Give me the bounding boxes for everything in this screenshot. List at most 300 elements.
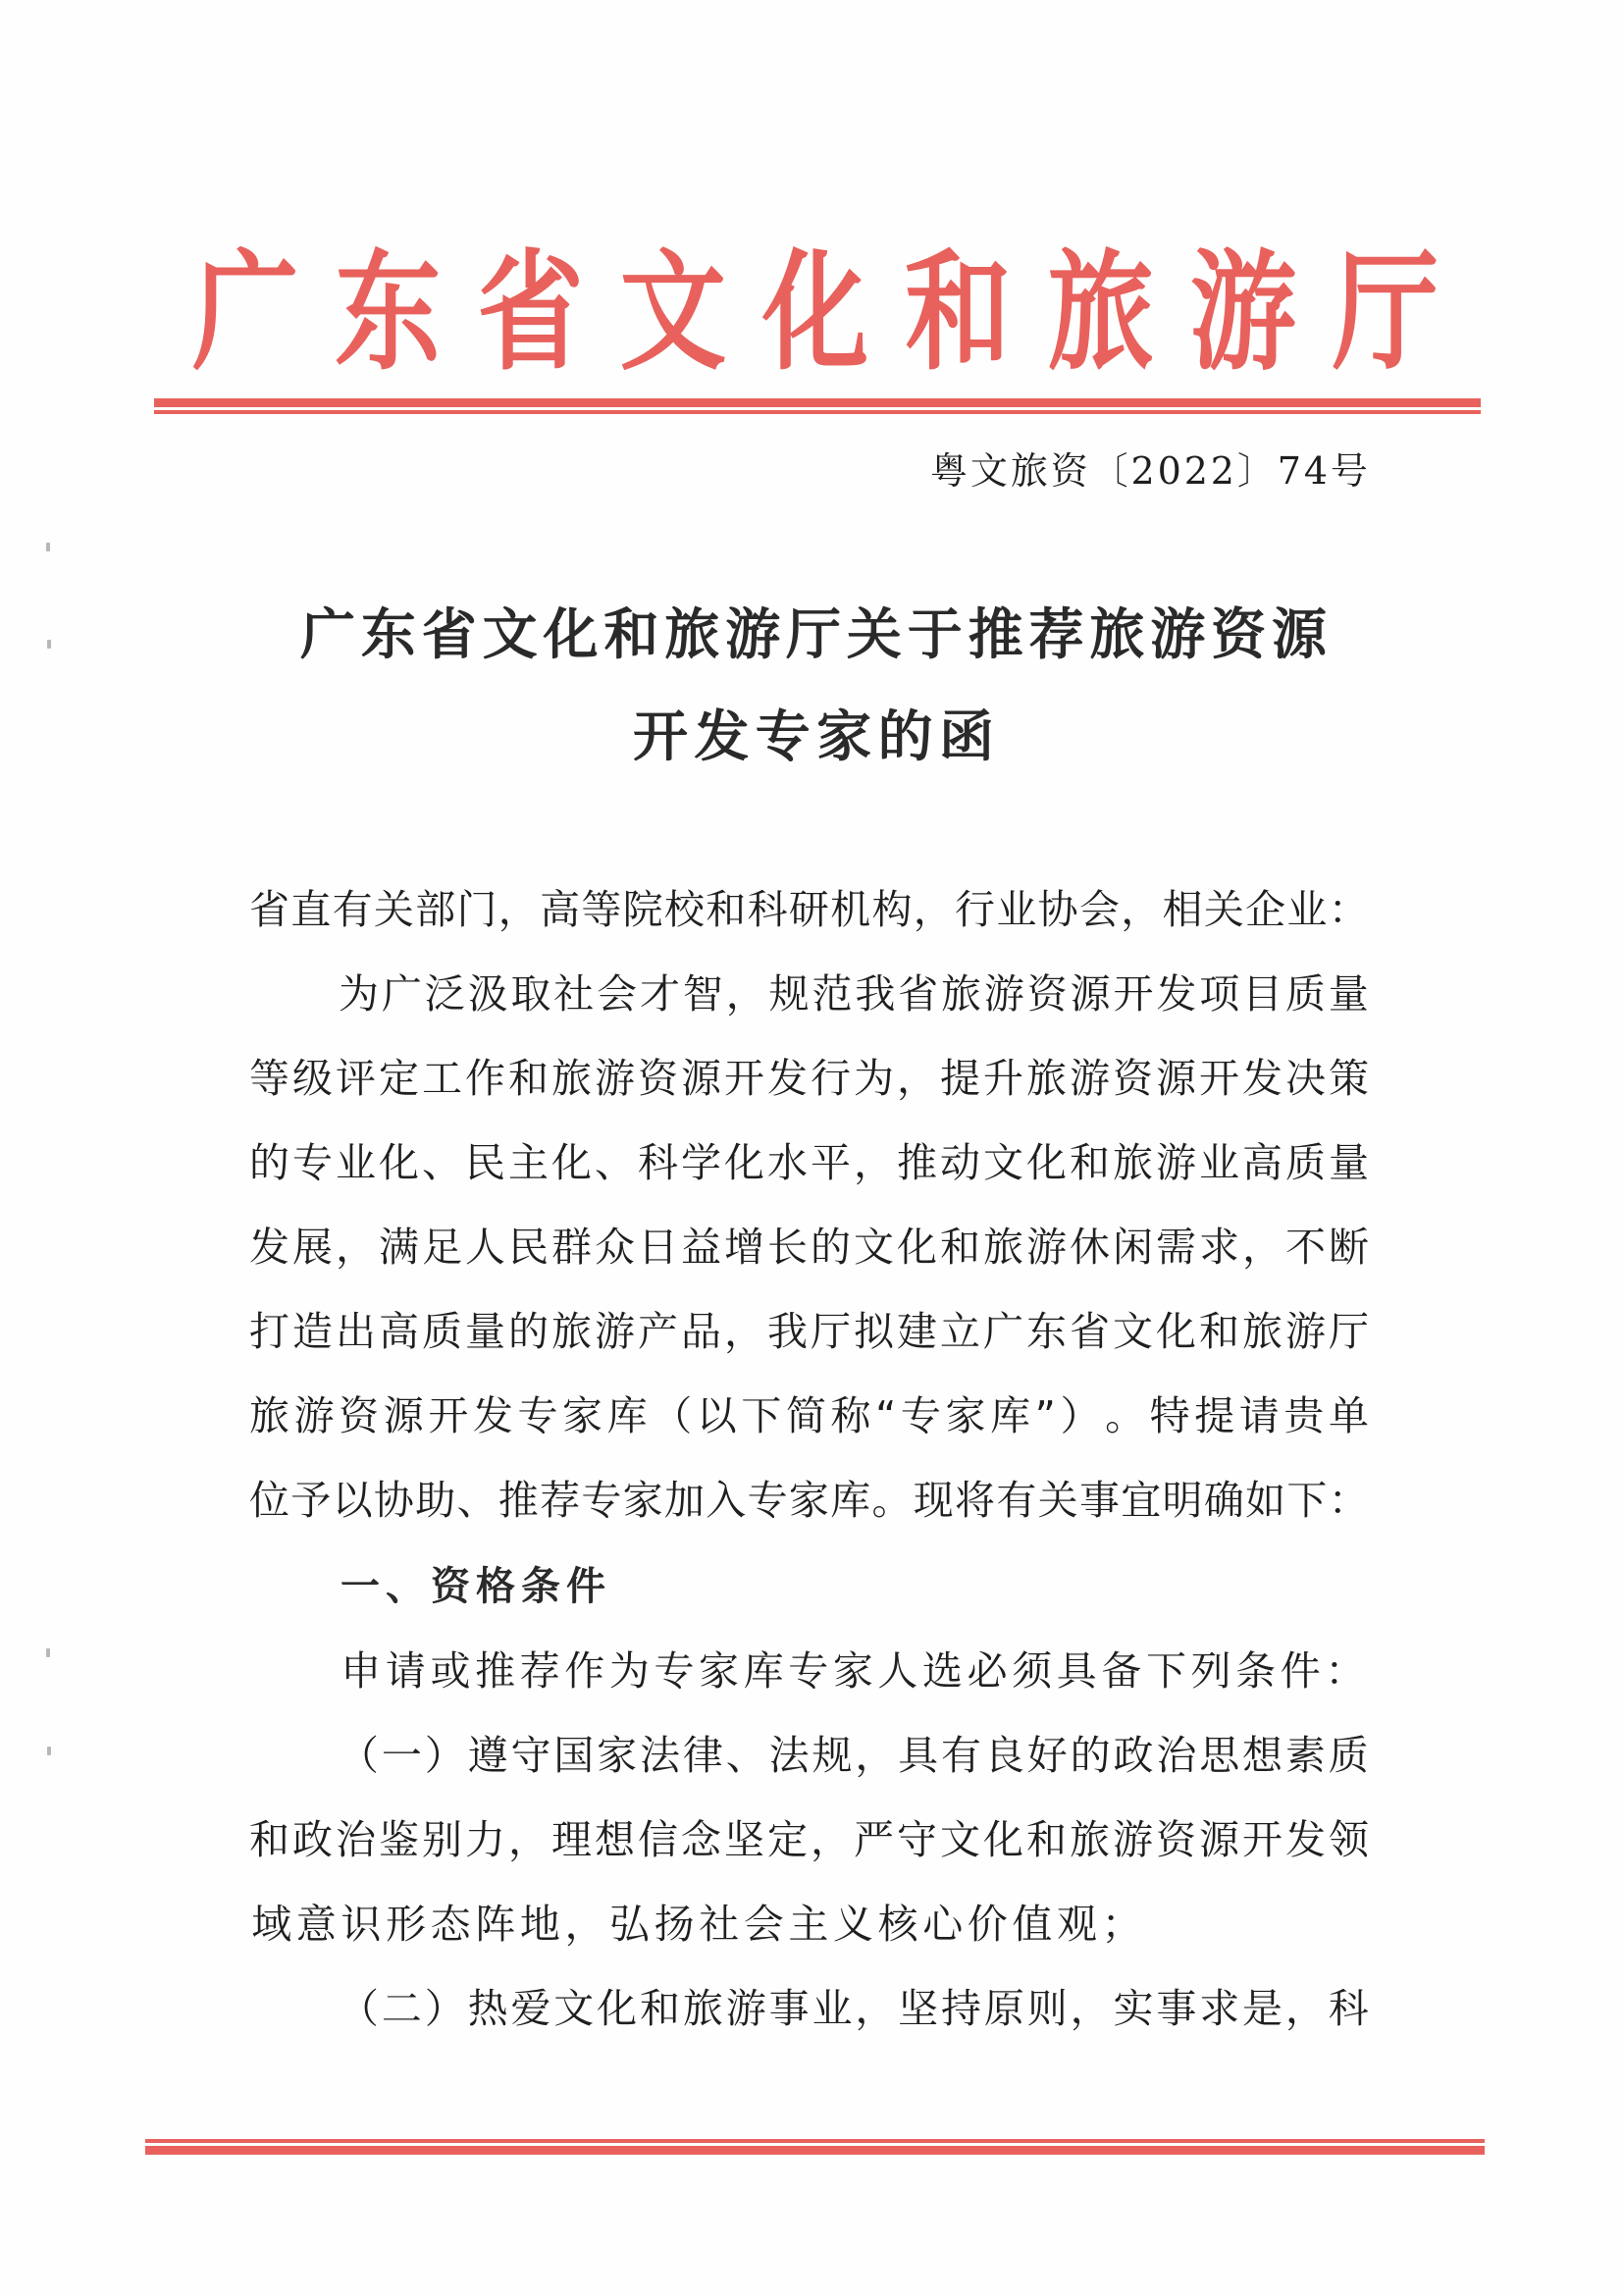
section-char: 态 (430, 1901, 471, 1948)
body-char: 专 (581, 1477, 622, 1524)
section-char: 想 (1242, 1732, 1283, 1779)
salutation-char: 部 (415, 886, 456, 933)
body-char: 升 (983, 1055, 1023, 1102)
body-char: 质 (1284, 970, 1326, 1018)
salutation-char: 等 (581, 886, 622, 933)
section-char: 治 (336, 1816, 376, 1863)
body-char: 量 (1328, 970, 1369, 1018)
docno-char: 7 (1277, 449, 1301, 493)
section-char: 专 (788, 1647, 829, 1695)
section-char: 求 (1199, 1985, 1240, 2032)
salutation-char: 院 (622, 886, 663, 933)
body-char: 特 (1149, 1392, 1190, 1439)
body-char: 量 (465, 1308, 505, 1355)
section-line (249, 1899, 1369, 1950)
body-char: 关 (1037, 1477, 1078, 1524)
body-char: 游 (1285, 1308, 1326, 1355)
body-char: 源 (383, 1392, 424, 1439)
body-char: 为 (339, 970, 379, 1018)
body-char: 旅 (1242, 1308, 1283, 1355)
salutation-char: 关 (1203, 886, 1244, 933)
body-char: 出 (336, 1308, 376, 1355)
body-char: 化 (379, 1139, 419, 1186)
section-char: 爱 (510, 1985, 551, 2032)
salutation-char: ： (1328, 886, 1369, 933)
section-char: 须 (1012, 1647, 1053, 1695)
section-char: 力 (465, 1816, 505, 1863)
section-char: 热 (467, 1985, 508, 2032)
body-line (249, 1475, 1369, 1526)
section-char: 申 (340, 1647, 382, 1695)
body-char: 如 (1245, 1477, 1286, 1524)
salutation-char: 机 (830, 886, 871, 933)
title-char: 厅 (786, 602, 841, 667)
document-number (930, 446, 1368, 496)
section-char: 观 (1056, 1901, 1097, 1948)
section-char: 念 (681, 1816, 721, 1863)
body-char: 拟 (854, 1308, 894, 1355)
section-char: 和 (1026, 1816, 1067, 1863)
body-char: 化 (1156, 1308, 1196, 1355)
section-char: 发 (1285, 1816, 1326, 1863)
body-char: ， (725, 970, 766, 1018)
section-char: 国 (553, 1732, 595, 1779)
body-char: 增 (724, 1224, 764, 1271)
section-char: ， (564, 1901, 605, 1948)
body-char: 评 (336, 1055, 376, 1102)
section-char: 质 (1328, 1732, 1369, 1779)
section-char: 社 (699, 1901, 740, 1948)
salutation-char: 协 (1037, 886, 1078, 933)
docno-char: 2 (1183, 449, 1208, 493)
title-char: 推 (968, 602, 1023, 667)
section-char: 律 (682, 1732, 723, 1779)
salutation-char: 构 (871, 886, 913, 933)
section-char: 荐 (519, 1647, 560, 1695)
body-char: 我 (855, 970, 896, 1018)
body-char: 省 (1070, 1308, 1110, 1355)
body-char: 予 (290, 1477, 332, 1524)
section-line (339, 1645, 1369, 1696)
section-char: 条 (1235, 1647, 1277, 1695)
body-char: 简 (785, 1392, 826, 1439)
section-char: 值 (1012, 1901, 1053, 1948)
section-char: 文 (940, 1816, 980, 1863)
section-line (249, 1814, 1369, 1865)
section-char: 扬 (654, 1901, 695, 1948)
docno-char: 4 (1303, 449, 1329, 493)
body-char: 质 (1285, 1139, 1326, 1186)
body-char: 文 (983, 1139, 1023, 1186)
section-char: 人 (877, 1647, 918, 1695)
salutation-char: 企 (1245, 886, 1286, 933)
body-char: 下 (741, 1392, 782, 1439)
body-char: 文 (854, 1224, 894, 1271)
body-char: 发 (249, 1224, 289, 1271)
body-char: ） (1060, 1392, 1101, 1439)
body-char: 源 (1070, 970, 1111, 1018)
section-char: 、 (725, 1732, 766, 1779)
masthead-char: 游 (1189, 236, 1296, 389)
docno-char: 2 (1130, 449, 1155, 493)
body-char: 、 (456, 1477, 497, 1524)
body-char: 项 (1199, 970, 1240, 1018)
body-char: 质 (422, 1308, 462, 1355)
section-char: 选 (922, 1647, 964, 1695)
body-char: 家 (562, 1392, 603, 1439)
body-char: ， (854, 1139, 894, 1186)
title-char: 专 (755, 704, 811, 769)
title-char: 旅 (1089, 602, 1145, 667)
document-title-line-2 (633, 704, 994, 769)
body-char: 打 (249, 1308, 289, 1355)
body-char: 策 (1329, 1055, 1369, 1102)
section-char: 事 (768, 1985, 810, 2032)
section-char: 法 (640, 1732, 681, 1779)
section-char: 化 (983, 1816, 1023, 1863)
section-char: ， (508, 1816, 549, 1863)
body-line (249, 1222, 1369, 1273)
section-char: 价 (967, 1901, 1008, 1948)
section-char: 二 (381, 1985, 422, 2032)
section-char: 法 (768, 1732, 810, 1779)
body-char: 众 (595, 1224, 635, 1271)
body-char: 资 (1026, 970, 1068, 1018)
body-char: 荐 (540, 1477, 581, 1524)
body-char: 高 (379, 1308, 419, 1355)
heading-char: 资 (431, 1564, 470, 1609)
salutation-char: 关 (373, 886, 414, 933)
body-char: 事 (1078, 1477, 1120, 1524)
body-char: 群 (551, 1224, 592, 1271)
section-char: 心 (922, 1901, 964, 1948)
section-char: 形 (386, 1901, 427, 1948)
docno-char: 2 (1210, 449, 1234, 493)
section-char: 备 (1101, 1647, 1142, 1695)
salutation-char: ， (1121, 886, 1162, 933)
body-char: 开 (1199, 1055, 1239, 1102)
body-char: 推 (497, 1477, 539, 1524)
body-char: 不 (1285, 1224, 1326, 1271)
section-char: 和 (640, 1985, 681, 2032)
document-title-line-1 (300, 602, 1327, 667)
letterhead-rule-thick (154, 398, 1481, 407)
salutation-char: 有 (332, 886, 373, 933)
section-char: 规 (812, 1732, 853, 1779)
masthead-char: 化 (761, 236, 869, 389)
body-char: 源 (1156, 1055, 1196, 1102)
body-char: 以 (332, 1477, 373, 1524)
section-char: 游 (1113, 1816, 1153, 1863)
section-char: 旅 (1070, 1816, 1110, 1863)
masthead-char: 广 (192, 236, 299, 389)
body-char: 等 (249, 1055, 289, 1102)
section-char: 列 (1190, 1647, 1231, 1695)
body-char: 汲 (467, 970, 508, 1018)
body-char: 贵 (1283, 1392, 1325, 1439)
body-char: 以 (696, 1392, 737, 1439)
body-char: 和 (1070, 1139, 1110, 1186)
title-char: 于 (907, 602, 963, 667)
letterhead-rule-thin (154, 410, 1481, 414)
docno-char: 资 (1050, 449, 1088, 493)
heading-char: 、 (386, 1564, 425, 1609)
body-char: 发 (472, 1392, 513, 1439)
body-char: 行 (811, 1055, 851, 1102)
body-char: 的 (249, 1139, 289, 1186)
section-char: 鉴 (379, 1816, 419, 1863)
body-char: 平 (811, 1139, 851, 1186)
section-char: 为 (608, 1647, 650, 1695)
title-char: 关 (846, 602, 902, 667)
section-char: ， (811, 1816, 851, 1863)
body-char: 工 (422, 1055, 462, 1102)
body-char: 游 (983, 970, 1024, 1018)
salutation-char: 相 (1162, 886, 1203, 933)
body-char: 化 (551, 1139, 592, 1186)
title-char: 的 (877, 704, 933, 769)
section-char: 义 (833, 1901, 874, 1948)
masthead-char: 文 (619, 236, 726, 389)
section-char: 政 (292, 1816, 333, 1863)
body-char: 人 (465, 1224, 505, 1271)
body-char: 的 (508, 1308, 549, 1355)
body-char: 有 (996, 1477, 1037, 1524)
section-char: 有 (941, 1732, 982, 1779)
body-char: 家 (945, 1392, 986, 1439)
section-char: 家 (699, 1647, 740, 1695)
section-char: 别 (422, 1816, 462, 1863)
body-line (339, 968, 1369, 1019)
salutation-char: 行 (955, 886, 996, 933)
body-char: 游 (595, 1055, 635, 1102)
salutation-char: 业 (996, 886, 1037, 933)
masthead-char: 省 (477, 236, 584, 389)
body-char: 开 (724, 1055, 764, 1102)
body-char: 资 (638, 1055, 678, 1102)
section-char: 是 (1242, 1985, 1283, 2032)
section-char: 专 (654, 1647, 695, 1695)
title-char: 文 (482, 602, 538, 667)
salutation-char: 业 (1286, 886, 1328, 933)
section-char: 素 (1284, 1732, 1326, 1779)
body-char: 泛 (424, 970, 465, 1018)
body-char: 业 (1199, 1139, 1239, 1186)
section-char: 信 (638, 1816, 678, 1863)
section-char: 家 (832, 1647, 873, 1695)
section-char: 领 (1329, 1816, 1369, 1863)
section-char: ） (424, 1732, 465, 1779)
docno-char: 旅 (1010, 449, 1048, 493)
body-char: 家 (788, 1477, 829, 1524)
title-char: 家 (816, 704, 872, 769)
body-char: 旅 (249, 1392, 289, 1439)
section-char: 坚 (898, 1985, 939, 2032)
section-char: 政 (1113, 1732, 1154, 1779)
docno-char: 号 (1330, 449, 1368, 493)
salutation-char: 省 (249, 886, 289, 933)
section-char: 必 (967, 1647, 1008, 1695)
section-char: （ (339, 1985, 379, 2032)
body-char: 旅 (983, 1224, 1023, 1271)
section-char: 或 (430, 1647, 471, 1695)
body-char: 休 (1070, 1224, 1110, 1271)
docno-char: 〔 (1090, 449, 1128, 493)
body-char: 。 (1105, 1392, 1146, 1439)
section-char: 具 (1056, 1647, 1097, 1695)
body-char: 定 (379, 1055, 419, 1102)
body-char: 资 (1113, 1055, 1153, 1102)
body-char: 断 (1329, 1224, 1369, 1271)
salutation-char: ， (913, 886, 954, 933)
body-char: 学 (681, 1139, 721, 1186)
salutation-char: 校 (663, 886, 705, 933)
body-char: 明 (1162, 1477, 1203, 1524)
section-char: 守 (897, 1816, 937, 1863)
salutation-char: 会 (1078, 886, 1120, 933)
body-char: 高 (1242, 1139, 1283, 1186)
body-char: 水 (767, 1139, 808, 1186)
section-char: 实 (1113, 1985, 1154, 2032)
body-char: 文 (1113, 1308, 1153, 1355)
body-char: 提 (940, 1055, 980, 1102)
title-char: 广 (300, 602, 355, 667)
body-char: 发 (1242, 1055, 1283, 1102)
body-char: 广 (983, 1308, 1023, 1355)
section-char: 域 (251, 1901, 292, 1948)
body-char: 游 (293, 1392, 335, 1439)
body-char: 智 (682, 970, 723, 1018)
section-char: 主 (788, 1901, 829, 1948)
heading-char: 格 (476, 1564, 515, 1609)
section-char: 家 (597, 1732, 638, 1779)
body-char: 确 (1203, 1477, 1244, 1524)
section-char: （ (339, 1732, 379, 1779)
section-char: 开 (1242, 1816, 1283, 1863)
body-char: 助 (415, 1477, 456, 1524)
section-char: 事 (1156, 1985, 1197, 2032)
body-char: 级 (292, 1055, 333, 1102)
body-char: 和 (1199, 1308, 1239, 1355)
body-char: 专 (900, 1392, 941, 1439)
section-char: 核 (877, 1901, 918, 1948)
title-char: 化 (543, 602, 599, 667)
body-char: 闲 (1113, 1224, 1153, 1271)
body-char: 加 (663, 1477, 705, 1524)
section-char: 良 (983, 1732, 1024, 1779)
scan-artifact-mark (47, 1747, 51, 1755)
body-char: 取 (510, 970, 551, 1018)
salutation-char: 科 (747, 886, 788, 933)
body-char: 作 (465, 1055, 505, 1102)
body-char: 量 (1329, 1139, 1369, 1186)
section-char: 库 (743, 1647, 784, 1695)
body-char: 决 (1285, 1055, 1326, 1102)
body-char: 资 (339, 1392, 380, 1439)
body-char: 展 (292, 1224, 333, 1271)
section-char: ， (855, 1732, 896, 1779)
section-char: 原 (983, 1985, 1024, 2032)
section-char: 坚 (724, 1816, 764, 1863)
scan-artifact-mark (47, 640, 51, 649)
body-char: 民 (508, 1224, 549, 1271)
section-char: ， (1284, 1985, 1326, 2032)
body-char: 动 (940, 1139, 980, 1186)
body-char: 家 (622, 1477, 663, 1524)
salutation-char: 直 (290, 886, 332, 933)
body-char: 的 (811, 1224, 851, 1271)
body-char: ， (897, 1055, 937, 1102)
body-char: 协 (373, 1477, 414, 1524)
masthead-char: 东 (335, 236, 442, 389)
body-char: 发 (767, 1055, 808, 1102)
section-char: 推 (475, 1647, 516, 1695)
body-char: 社 (553, 970, 595, 1018)
body-line (249, 1390, 1369, 1441)
body-char: 主 (508, 1139, 549, 1186)
docno-char: 文 (969, 449, 1008, 493)
body-char: 。 (871, 1477, 913, 1524)
section-char: 严 (854, 1816, 894, 1863)
body-char: 旅 (551, 1055, 592, 1102)
body-char: “ (875, 1392, 897, 1439)
section-char: 的 (1070, 1732, 1111, 1779)
body-char: 称 (830, 1392, 871, 1439)
body-char: 现 (913, 1477, 954, 1524)
body-char: 厅 (1329, 1308, 1369, 1355)
section-char: ， (1070, 1985, 1111, 2032)
body-char: 旅 (1026, 1055, 1067, 1102)
body-char: ： (1328, 1477, 1369, 1524)
body-char: 科 (638, 1139, 678, 1186)
section-char: 游 (725, 1985, 766, 2032)
body-char: 、 (595, 1139, 635, 1186)
footer-rule-thick (145, 2146, 1485, 2155)
title-char: 东 (360, 602, 416, 667)
section-char: 具 (898, 1732, 939, 1779)
section-char: ； (1101, 1901, 1142, 1948)
section-char: 文 (553, 1985, 595, 2032)
body-char: 游 (1070, 1055, 1110, 1102)
body-char: 化 (1026, 1139, 1067, 1186)
body-char: 单 (1328, 1392, 1369, 1439)
body-char: 入 (706, 1477, 747, 1524)
section-char: 思 (1199, 1732, 1240, 1779)
section-char: 科 (1328, 1985, 1369, 2032)
section-char: 化 (597, 1985, 638, 2032)
body-char: 库 (990, 1392, 1031, 1439)
body-char: （ (652, 1392, 693, 1439)
section-line (339, 1730, 1369, 1781)
title-char: 游 (1150, 602, 1206, 667)
footer-rule-thin (145, 2139, 1485, 2143)
section-char: 则 (1026, 1985, 1068, 2032)
section-line (339, 1983, 1369, 2034)
body-char: 广 (381, 970, 422, 1018)
body-char: 游 (1026, 1224, 1067, 1271)
title-char: 荐 (1028, 602, 1084, 667)
salutation-char: 研 (788, 886, 829, 933)
section-heading (338, 1561, 608, 1612)
body-char: 建 (897, 1308, 937, 1355)
section-char: 源 (1199, 1816, 1239, 1863)
section-char: 地 (519, 1901, 560, 1948)
body-char: 游 (595, 1308, 635, 1355)
body-char: 库 (830, 1477, 871, 1524)
body-char: 化 (724, 1139, 764, 1186)
section-char: 遵 (467, 1732, 508, 1779)
salutation-line (249, 884, 1369, 935)
